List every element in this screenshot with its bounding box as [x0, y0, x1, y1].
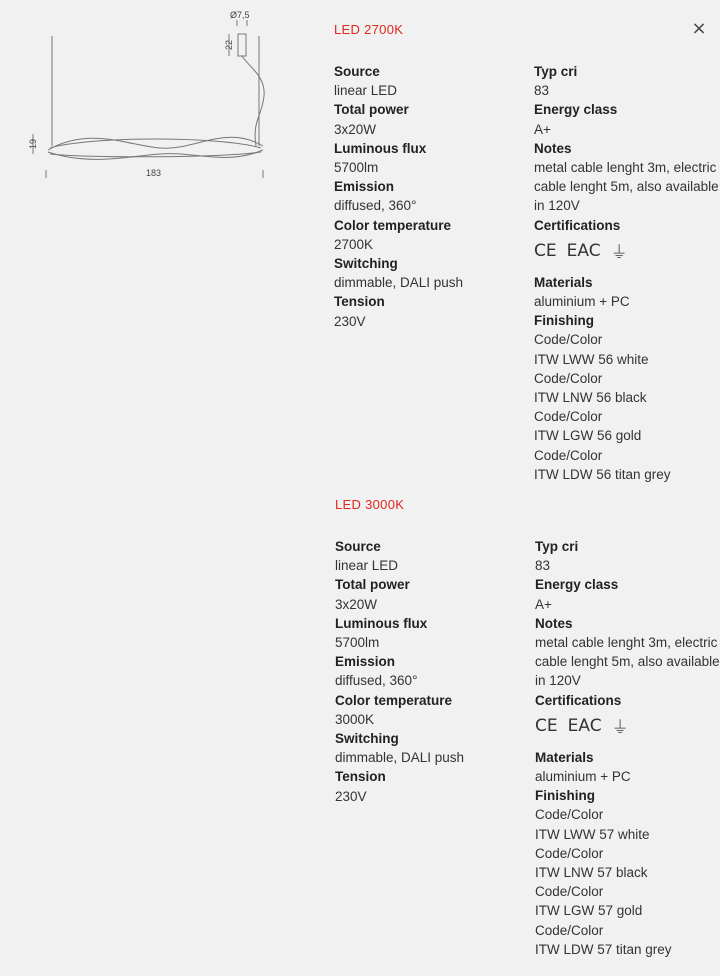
energy-class-value: A+	[535, 596, 552, 612]
finishing-label: Finishing	[535, 788, 595, 804]
spec-value: 5700lm	[334, 160, 379, 176]
spec-value: 230V	[335, 788, 367, 804]
spec-label: Source	[335, 539, 381, 554]
spec-left-column	[335, 537, 525, 806]
spec-value: linear LED	[335, 558, 399, 574]
spec-label: Luminous flux	[335, 615, 428, 631]
finish-code-label: Code/Color	[535, 807, 604, 823]
finish-code: ITW LNW 57 black	[535, 865, 648, 881]
notes-label: Notes	[535, 615, 573, 631]
spec-value: 230V	[334, 313, 366, 329]
finish-code-label: Code/Color	[535, 922, 604, 938]
spec-label: Luminous flux	[334, 140, 427, 156]
spec-value: 5700lm	[335, 635, 380, 651]
spec-block-3000k	[335, 495, 720, 957]
finish-code-label: Code/Color	[534, 409, 603, 425]
spec-value: diffused, 360°	[334, 198, 417, 214]
certifications-label: Certifications	[535, 692, 622, 708]
spec-left-column	[334, 62, 524, 331]
spec-label: Color temperature	[335, 692, 453, 708]
finish-code-label: Code/Color	[535, 845, 604, 861]
materials-value: aluminium + PC	[535, 769, 631, 785]
spec-value: 3000K	[335, 711, 375, 727]
finishing-label: Finishing	[534, 313, 594, 329]
finish-code-label: Code/Color	[534, 447, 603, 463]
spec-label: Switching	[335, 731, 399, 747]
typ-cri-value: 83	[534, 83, 550, 99]
spec-label: Tension	[334, 294, 385, 310]
spec-value: 2700K	[334, 236, 374, 252]
eac-mark-icon: EAC	[567, 715, 602, 736]
finish-code-label: Code/Color	[534, 332, 603, 348]
finish-code: ITW LDW 57 titan grey	[535, 941, 672, 957]
certifications-icons	[534, 236, 720, 266]
materials-value: aluminium + PC	[534, 294, 630, 310]
dim-diameter: Ø7,5	[230, 10, 250, 20]
ground-symbol-icon: ⏚	[611, 718, 629, 739]
energy-class-value: A+	[534, 121, 551, 137]
spec-label: Switching	[334, 256, 398, 272]
eac-mark-icon: EAC	[566, 240, 601, 261]
ce-mark-icon: CE	[535, 715, 558, 736]
spec-label: Emission	[335, 654, 396, 670]
typ-cri-value: 83	[535, 558, 551, 574]
spec-value: dimmable, DALI push	[334, 275, 464, 291]
spec-value: 3x20W	[334, 121, 377, 137]
spec-label: Color temperature	[334, 217, 452, 233]
block-title: LED 2700K	[334, 22, 404, 37]
typ-cri-label: Typ cri	[534, 64, 578, 79]
dim-cap-height: 22	[224, 39, 234, 50]
finish-code: ITW LDW 56 titan grey	[534, 466, 671, 482]
finish-code: ITW LWW 57 white	[535, 826, 650, 842]
dim-width: 183	[146, 168, 162, 178]
materials-label: Materials	[534, 274, 593, 290]
energy-class-label: Energy class	[534, 102, 618, 118]
finish-code: ITW LGW 57 gold	[535, 903, 643, 919]
spec-label: Source	[334, 64, 380, 79]
spec-value: dimmable, DALI push	[335, 750, 465, 766]
certifications-label: Certifications	[534, 217, 621, 233]
close-icon[interactable]: ×	[691, 18, 707, 39]
ce-mark-icon: CE	[534, 240, 557, 261]
block-title: LED 3000K	[335, 497, 405, 512]
spec-label: Tension	[335, 769, 386, 785]
notes-value: metal cable lenght 3m, electric cable lenght 5m, also available in 120V	[535, 635, 720, 689]
finish-code: ITW LWW 56 white	[534, 351, 649, 367]
notes-label: Notes	[534, 140, 572, 156]
spec-right-column	[535, 537, 720, 959]
ground-symbol-icon: ⏚	[610, 243, 628, 264]
notes-value: metal cable lenght 3m, electric cable lenght 5m, also available in 120V	[534, 160, 719, 214]
spec-block-2700k	[334, 20, 720, 482]
materials-label: Materials	[535, 749, 594, 765]
typ-cri-label: Typ cri	[535, 539, 579, 554]
spec-value: 3x20W	[335, 596, 378, 612]
spec-right-column	[534, 62, 720, 484]
spec-label: Total power	[334, 102, 409, 118]
spec-value: linear LED	[334, 83, 398, 99]
lamp-technical-drawing	[20, 6, 280, 186]
spec-value: diffused, 360°	[335, 673, 418, 689]
dim-lamp-height: 19	[28, 138, 38, 149]
finish-code: ITW LNW 56 black	[534, 390, 647, 406]
finish-code-label: Code/Color	[534, 370, 603, 386]
energy-class-label: Energy class	[535, 577, 619, 593]
certifications-icons	[535, 711, 720, 741]
finish-code-label: Code/Color	[535, 884, 604, 900]
spec-label: Emission	[334, 179, 395, 195]
finish-code: ITW LGW 56 gold	[534, 428, 642, 444]
spec-label: Total power	[335, 577, 410, 593]
